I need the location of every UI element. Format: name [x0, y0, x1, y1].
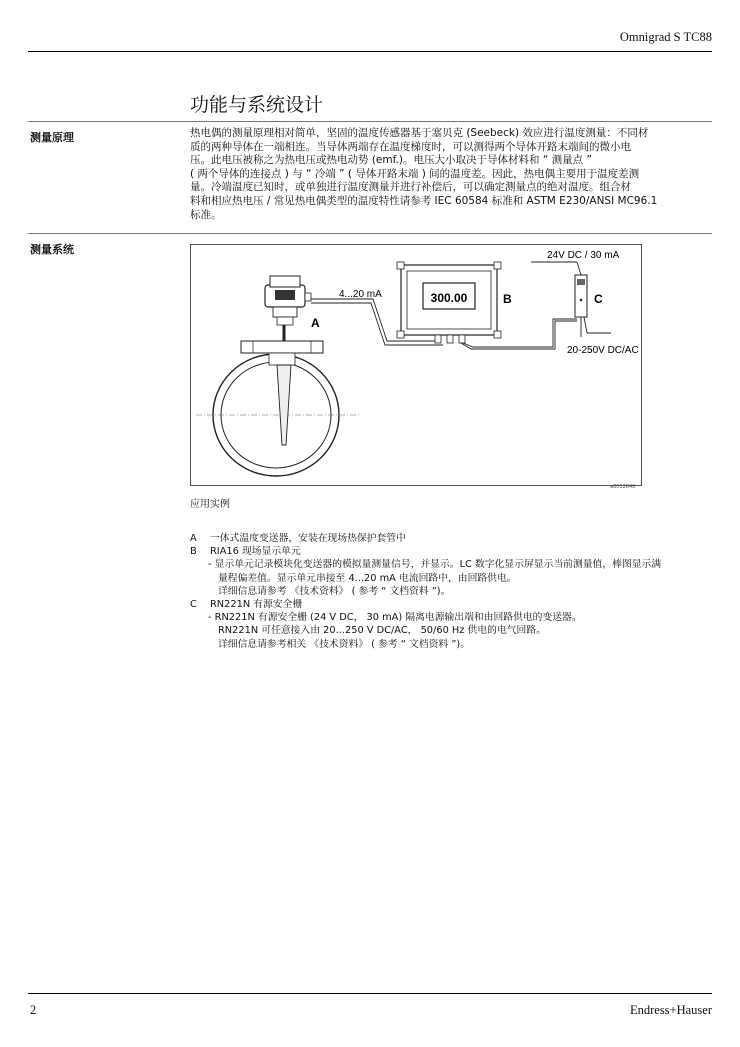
label-c: C [594, 292, 603, 306]
measurement-system-figure [190, 244, 642, 486]
section-divider-system [28, 233, 712, 234]
flange-neck [269, 353, 295, 365]
page-title: 功能与系统设计 [190, 94, 324, 116]
supply-bottom-label: 20-250V DC/AC [567, 345, 639, 356]
principle-paragraph [190, 127, 668, 222]
legend-key-a: A [190, 533, 197, 544]
section-label-principle: 测量原理 [30, 131, 74, 144]
legend-sub-c1: - RN221N 有源安全栅 (24 V DC， 30 mA) 隔离电源输出端和由回路供电的变送器。 [208, 612, 582, 624]
figure-caption: 应用实例 [190, 499, 230, 510]
figure-id: a0012640 [610, 484, 636, 490]
legend-sub-c2: RN221N 可任意接入由 20...250 V DC/AC， 50/60 Hz 供电的电气回路。 [218, 625, 546, 637]
section-label-system: 测量系统 [30, 243, 74, 256]
cable-gland [305, 293, 311, 301]
footer-rule [28, 993, 712, 994]
principle-line: 标准。 [190, 208, 222, 221]
legend-item-c [190, 598, 661, 611]
legend-text-b: RIA16 现场显示单元 [210, 546, 301, 558]
system-diagram [191, 245, 641, 485]
transmitter-display [275, 290, 295, 300]
legend-key-c: C [190, 599, 197, 611]
supply-top-label: 24V DC / 30 mA [547, 250, 620, 261]
power-wire [584, 317, 611, 333]
header-product-name: Omnigrad S TC88 [619, 30, 712, 44]
principle-line: ( 两个导体的连接点 ) 与 “ 冷端 ” ( 导体开路末端 ) 间的温度差。因此，热电偶主要用于温度差测 [190, 167, 640, 180]
legend-item-a [190, 532, 661, 545]
thermowell [277, 365, 291, 445]
label-a: A [311, 316, 320, 330]
legend-text-c: RN221N 有源安全栅 [210, 599, 303, 611]
principle-line: 料和相应热电压 / 常见热电偶类型的温度特性请参考 IEC 60584 标准和 ASTM E230/ANSI MC96.1 [190, 194, 658, 207]
legend-sub-b2: 量程偏差值。显示单元串接至 4...20 mA 电流回路中，由回路供电。 [218, 572, 517, 584]
lcd-value: 300.00 [430, 291, 468, 305]
legend-item-b [190, 545, 661, 558]
signal-label: 4...20 mA [339, 289, 382, 300]
label-b: B [503, 292, 512, 306]
transmitter-cover [270, 276, 300, 287]
principle-line: 热电偶的测量原理相对简单，坚固的温度传感器基于塞贝克 (Seebeck) 效应进行温度测量：不同材 [190, 127, 649, 139]
legend-sub-b3: 详细信息请参考 《技术资料》 ( 参考 “ 文档资料 ”)。 [218, 585, 451, 597]
section-divider-principle [28, 121, 712, 122]
footer-brand: Endress+Hauser [629, 1003, 712, 1017]
principle-line: 质的两种导体在一端相连。当导体两端存在温度梯度时，可以测得两个导体开路末端间的微小电 [190, 140, 631, 153]
figure-legend [190, 532, 661, 651]
legend-text-a: 一体式温度变送器，安装在现场热保护套管中 [210, 533, 406, 544]
page-number: 2 [30, 1003, 37, 1017]
header-rule [28, 51, 712, 52]
legend-sub-b1: - 显示单元记录模块化变送器的模拟量测量信号，并显示。LC 数字化显示屏显示当前测量值，棒图显示满 [208, 559, 662, 571]
principle-line: 压。此电压被称之为热电压或热电动势 (emf.)。电压大小取决于导体材料和 “ 测量点 ” [190, 154, 592, 167]
principle-line: 量。冷端温度已知时，或单独进行温度测量并进行补偿后，可以确定测量点的绝对温度。组合材 [190, 181, 631, 194]
legend-key-b: B [190, 546, 197, 558]
legend-sub-c3: 详细信息请参考相关 《技术资料》 ( 参考 “ 文档资料 ”)。 [218, 638, 471, 650]
